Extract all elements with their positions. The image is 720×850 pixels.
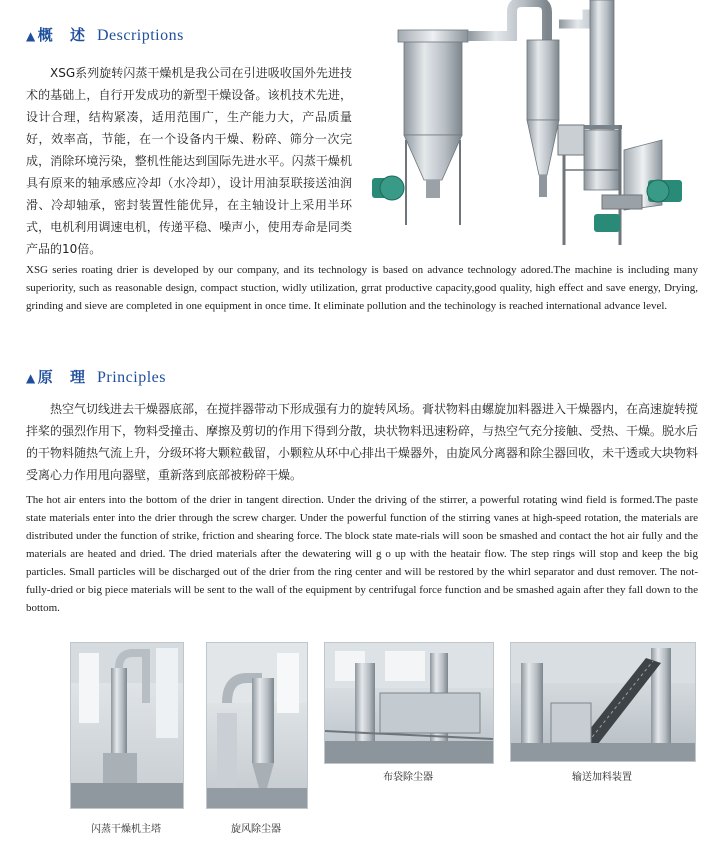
principles-en-paragraph: The hot air enters into the bottom of the drier in tangent direction. Under the driving of the stirrer, a powerful rotating wind field is formed.The paste state materials enter into the drier through the screw charger. Under the powerful function of the stirring vanes at high-speed rotation, the materials are distributed under the function of strike, friction and shearing force. The block state mate-rials will soon be smashed and contact the hot air fully and the materials are heated and dried. The dried materials after the dewatering will g o up with the heatair flow. The step rings will stop and keep the big particles. Small particles will be discharged out of the drier from the ring center and will be restored by the whirl separator and dust remover. The not-fully-dried or big piece materials will be sent to the wall of the equipment by centrifugal force function and be smashed again after they fall down to the bottom. [26,494,698,614]
triangle-bullet-icon: ▲ [26,29,36,43]
descriptions-en-paragraph: XSG series roating drier is developed by our company, and its technology is based on advance technology adored.The machine is including many superiority, such as reasonable design, compact stuction, widly utilization, grrat productive capacity,good quality, high effect and save energy, Drying, grinding and sieve are completed in one equipment in once time. It eliminate pollution and the techinology is reached international advance level. [26,264,698,312]
caption-conveying-feeder: 输送加料装置 [572,772,632,783]
descriptions-heading: ▲ 概 述 Descriptions [26,26,184,44]
photo-conveying-feeder [510,642,696,762]
caption-bag-filter: 布袋除尘器 [383,772,433,783]
caption-main-tower: 闪蒸干燥机主塔 [91,824,161,835]
photo-main-tower [70,642,184,809]
principles-cn-paragraph: 热空气切线进去干燥器底部，在搅拌器带动下形成强有力的旋转风场。膏状物料由螺旋加料器进入干燥器内，在高速旋转搅拌桨的强烈作用下，物料受撞击、摩擦及剪切的作用下得到分散，块状物料迅速粉碎，与热空气充分接触、受热、干燥。脱水后的干物料随热气流上升，分级环将大颗粒截留，小颗粒从环中心排出干燥器外，由旋风分离器和除尘器回收，未干透或大块物料受离心力作用甩向器壁，重新落到底部被粉碎干燥。 [26,402,699,482]
flash-dryer-illustration [362,0,692,250]
caption-cyclone: 旋风除尘器 [231,824,281,835]
triangle-bullet-icon: ▲ [26,371,36,385]
descriptions-cn-paragraph: XSG系列旋转闪蒸干燥机是我公司在引进吸收国外先进技术的基础上，自行开发成功的新型干燥设备。该机技术先进，设计合理，结构紧凑，适用范围广，生产能力大，产品质量好，效率高，节能，在一个设备内干燥、粉碎、筛分一次完成，消除环境污染，整机性能达到国际先进水平。闪蒸干燥机具有原来的轴承感应冷却（水冷却），设计用油泵联接送油润滑、冷却轴承，密封装置性能优异，在主轴设计上采用半环式，电机利用调速电机，传递平稳、噪声小，使用寿命是同类产品的10倍。 [26,66,352,256]
photo-cyclone [206,642,308,809]
photo-bag-filter [324,642,494,764]
principles-heading: ▲ 原 理 Principles [26,368,166,386]
